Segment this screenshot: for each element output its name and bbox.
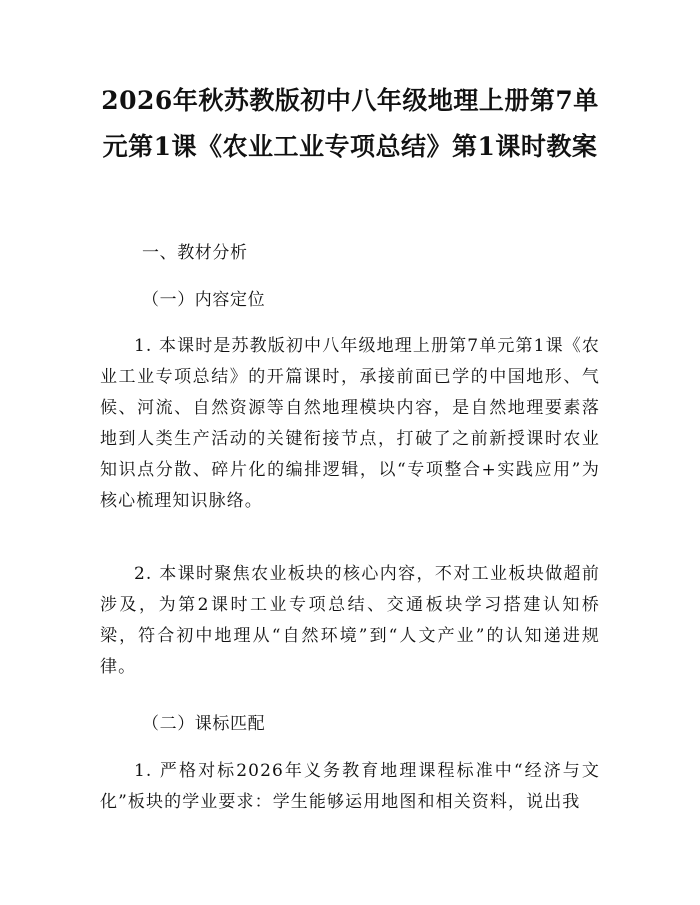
paragraph-content-positioning-1: 1. 本课时是苏教版初中八年级地理上册第7单元第1课《农业工业专项总结》的开篇课时，承接前面已学的中国地形、气候、河流、自然资源等自然地理模块内容，是自然地理要素落地到人类生产活动的关键衔接节点，打破了之前新授课时农业知识点分散、碎片化的编排逻辑，以“专项整合+实践应用”为核心梳理知识脉络。 xyxy=(100,336,600,511)
paragraph-content-positioning-2: 2. 本课时聚焦农业板块的核心内容，不对工业板块做超前涉及，为第2课时工业专项总结、交通板块学习搭建认知桥梁，符合初中地理从“自然环境”到“人文产业”的认知递进规律。 xyxy=(100,564,600,677)
section-heading-textbook-analysis: 一、教材分析 xyxy=(142,243,248,263)
paragraph-curriculum-matching-1: 1. 严格对标2026年义务教育地理课程标准中“经济与文化”板块的学业要求：学生能够运用地图和相关资料，说出我 xyxy=(100,761,600,812)
subsection-heading-curriculum-matching: （二）课标匹配 xyxy=(142,714,266,734)
subsection-heading-content-positioning: （一）内容定位 xyxy=(142,290,266,310)
document-title: 2026年秋苏教版初中八年级地理上册第7单元第1课《农业工业专项总结》第1课时教案 xyxy=(101,86,599,161)
